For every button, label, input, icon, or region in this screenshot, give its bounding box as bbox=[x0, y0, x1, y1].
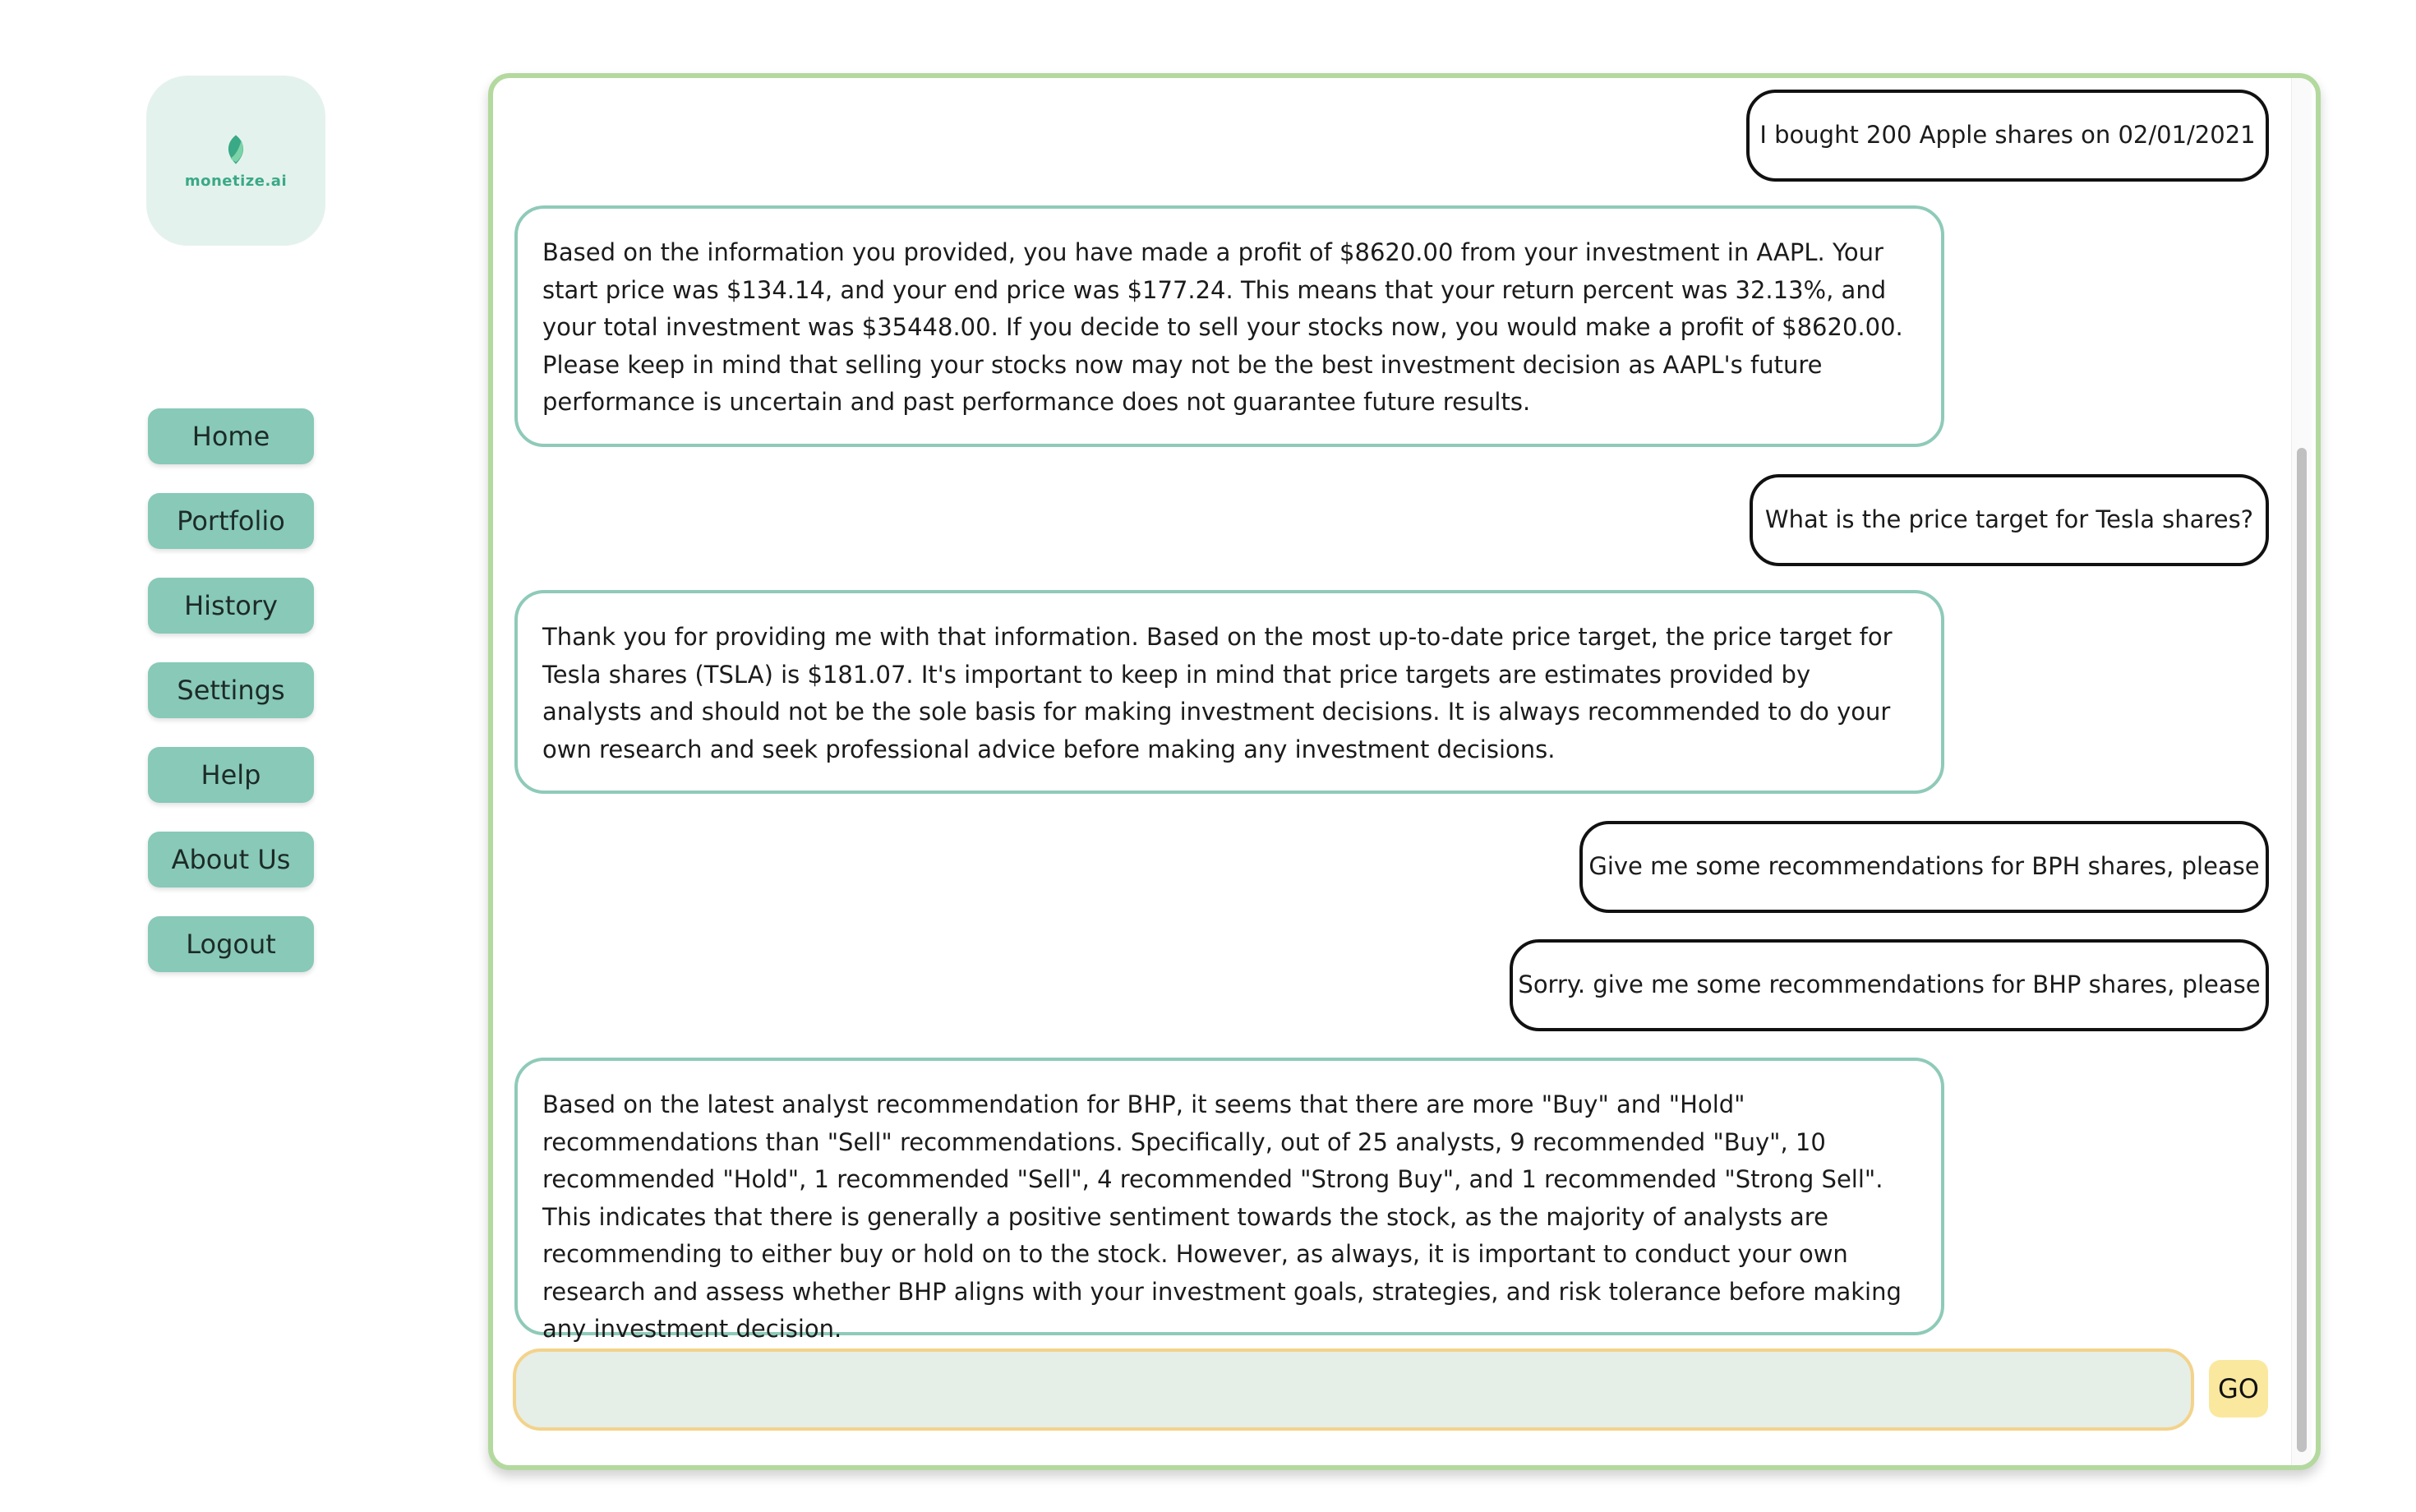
scrollbar-thumb[interactable] bbox=[2297, 448, 2307, 1452]
nav-logout-button[interactable]: Logout bbox=[148, 916, 314, 972]
user-message: Sorry. give me some recommendations for BHP shares, please bbox=[1510, 939, 2269, 1031]
go-button[interactable]: GO bbox=[2209, 1360, 2268, 1418]
assistant-message: Based on the information you provided, you have made a profit of $8620.00 from your investment in AAPL. Your start price was $134.14, and your end price was $177.24. This means that your return percent was 32.13%, and your total investment was $35448.00. If you decide to sell your stocks now, you would make a profit of $8620.00. Please keep in mind that selling your stocks now may not be the best investment decision as AAPL's future performance is uncertain and past performance does not guarantee future results. bbox=[514, 205, 1944, 447]
nav-home-button[interactable]: Home bbox=[148, 408, 314, 464]
user-message: What is the price target for Tesla shares? bbox=[1750, 474, 2269, 566]
nav-portfolio-button[interactable]: Portfolio bbox=[148, 493, 314, 549]
brand-name: monetize.ai bbox=[184, 173, 288, 190]
user-message: I bought 200 Apple shares on 02/01/2021 bbox=[1746, 90, 2269, 182]
chat-panel bbox=[488, 73, 2321, 1470]
nav-help-button[interactable]: Help bbox=[148, 747, 314, 803]
sidebar-nav bbox=[148, 408, 314, 1001]
user-message: Give me some recommendations for BPH shares, please bbox=[1579, 821, 2269, 913]
nav-history-button[interactable]: History bbox=[148, 578, 314, 634]
nav-settings-button[interactable]: Settings bbox=[148, 662, 314, 718]
chat-input[interactable] bbox=[513, 1348, 2194, 1431]
chat-scrollbar[interactable] bbox=[2291, 78, 2312, 1465]
leaf-icon bbox=[218, 131, 254, 168]
nav-about-us-button[interactable]: About Us bbox=[148, 832, 314, 887]
assistant-message: Based on the latest analyst recommendation for BHP, it seems that there are more "Buy" and "Hold" recommendations than "Sell" recommendations. Specifically, out of 25 analysts, 9 recommended "Buy", 10 recommended "Hold", 1 recommended "Sell", 4 recommended "Strong Buy", and 1 recommended "Strong Sell". This indicates that there is generally a positive sentiment towards the stock, as the majority of analysts are recommending to either buy or hold on to the stock. However, as always, it is important to conduct your own research and assess whether BHP aligns with your investment goals, strategies, and risk tolerance before making any investment decision. bbox=[514, 1058, 1944, 1335]
assistant-message: Thank you for providing me with that information. Based on the most up-to-date price target, the price target for Tesla shares (TSLA) is $181.07. It's important to keep in mind that price targets are estimates provided by analysts and should not be the sole basis for making investment decisions. It is always recommended to do your own research and seek professional advice before making any investment decisions. bbox=[514, 590, 1944, 794]
brand-logo[interactable] bbox=[146, 76, 325, 246]
